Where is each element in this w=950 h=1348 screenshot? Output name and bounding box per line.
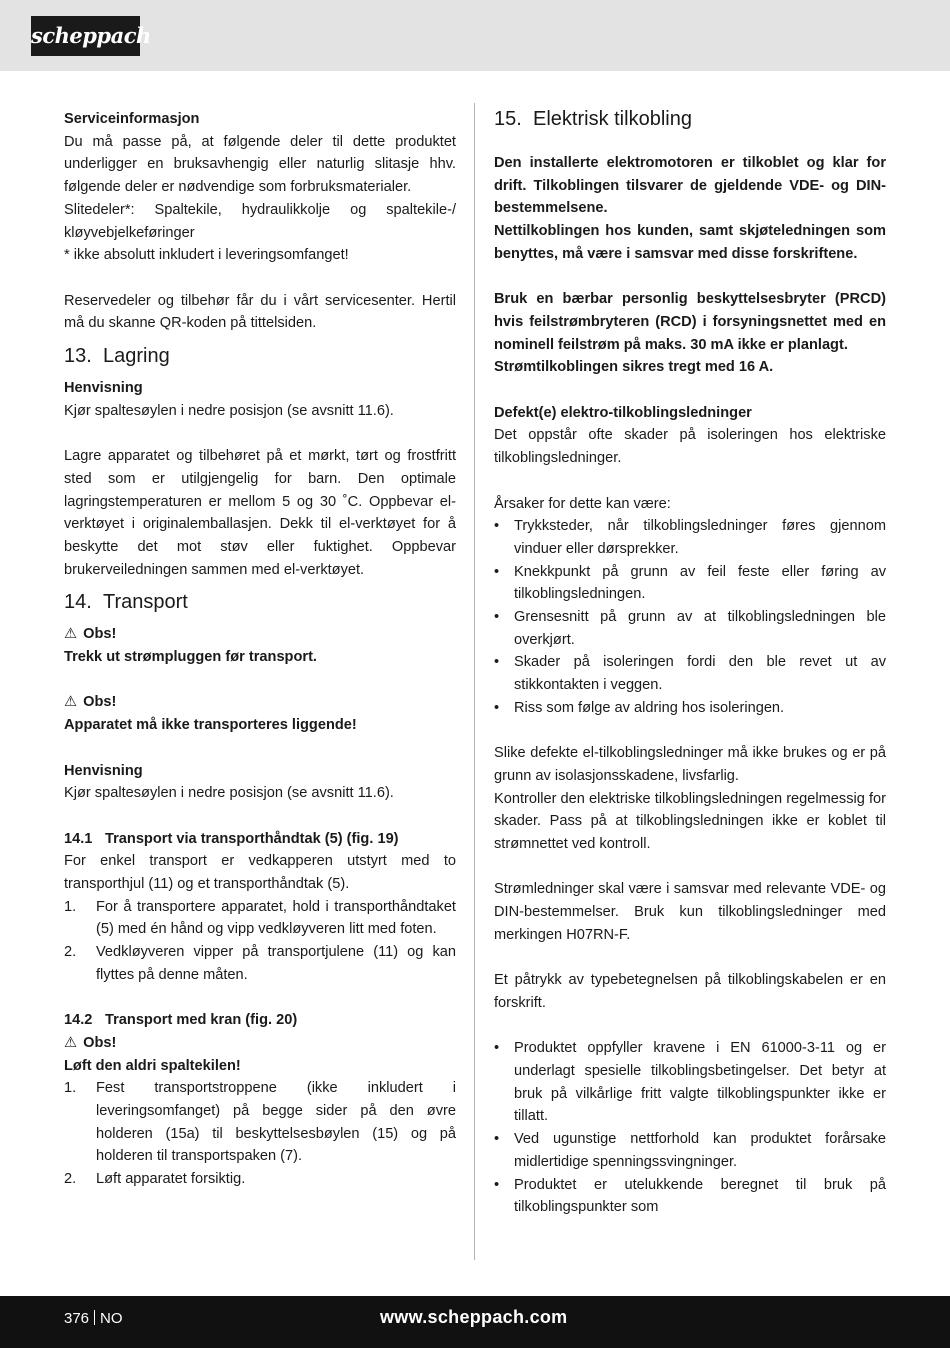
section-number: 15. [494, 108, 522, 130]
footer-separator [94, 1310, 95, 1325]
warning-text: Løft den aldri spaltekilen! [64, 1057, 241, 1074]
list-item: • Riss som følge av aldring hos isoleringen. [494, 699, 785, 716]
section-14-heading [64, 587, 456, 617]
paragraph: Det oppstår ofte skader på isoleringen hos elektriske tilkoblingsledninger. [494, 427, 886, 467]
subsection-14-1-heading: 14.1 Transport via transporthåndtak (5) (fig. 19) [64, 830, 399, 847]
list-item: • Grensesnitt på grunn av at tilkoblingsledningen ble overkjørt. [494, 609, 886, 648]
list-item: • Produktet er utelukkende beregnet til bruk på tilkoblingspunkter som [494, 1176, 886, 1216]
list-item: • Produktet oppfyller kravene i EN 61000-3-11 og er underlagt spesielle tilkoblingsbetingelser. Det betyr at bruk på vilkårlige fritt valgte tilkoblingspunkter ikke er tillatt. [494, 1040, 886, 1125]
spare-parts-text: Reservedeler og tilbehør får du i vårt servicesenter. Hertil må du skanne QR-koden på tittelsiden. [64, 292, 456, 332]
note-text: Kjør spaltesøylen i nedre posisjon (se avsnitt 11.6). [64, 402, 394, 419]
list-item: • Skader på isoleringen fordi den ble revet ut av stikkontakten i veggen. [494, 654, 886, 694]
list-item: 2. Vedkløyveren vipper på transportjulene (11) og kan flyttes på denne måten. [64, 944, 456, 983]
subsection-text: For enkel transport er vedkapperen utstyrt med to transporthjul (11) og et transporthåndtak (5). [64, 853, 456, 893]
list-item: 1. Fest transportstroppene (ikke inkludert i leveringsomfanget) på begge sider på den øvre holderen (15a) til beskyttelsesbøylen (15) og på holderen til transportspaken (7). [64, 1080, 456, 1165]
steps-list [64, 1077, 456, 1191]
section-title: Elektrisk tilkobling [533, 108, 692, 130]
storage-text: Lagre apparatet og tilbehøret på et mørkt, tørt og frostfritt sted som er utilgjengelig for barn. Den optimale lagringstemperaturen er mellom 5 og 30 ˚C. Oppbevar el-verktøyet i originalemballasjen. Dekk til el-verktøyet for å beskytte det mot støv eller fuktighet. Oppbevar brukerveiledningen sammen med el-verktøyet. [64, 448, 456, 578]
warning-label: ⚠ Obs! [64, 694, 117, 711]
warning-triangle-icon: ⚠ [64, 626, 78, 643]
language-code: NO [100, 1310, 123, 1327]
paragraph: Strømledninger skal være i samsvar med relevante VDE- og DIN-bestemmelser. Bruk kun tilkoblingsledninger med merkingen H07RN-F. [494, 881, 886, 943]
section-13-heading [64, 341, 456, 371]
right-column [494, 108, 886, 1219]
paragraph: Den installerte elektromotoren er tilkoblet og klar for drift. Tilkoblingen tilsvarer de gjeldende VDE- og DIN-bestemmelsene. [494, 155, 886, 217]
note-text: Kjør spaltesøylen i nedre posisjon (se avsnitt 11.6). [64, 785, 394, 802]
wear-parts-text: Slitedeler*: Spaltekile, hydraulikkolje og spaltekile-/ kløyvebjelkeføringer [64, 201, 456, 241]
column-divider [474, 103, 475, 1260]
warning-triangle-icon: ⚠ [64, 1034, 78, 1051]
list-item: 2. Løft apparatet forsiktig. [64, 1171, 246, 1188]
paragraph: Et påtrykk av typebetegnelsen på tilkoblingskabelen er en forskrift. [494, 972, 886, 1011]
not-included-note: * ikke absolutt inkludert i leveringsomfanget! [64, 247, 349, 264]
section-number: 13. [64, 345, 92, 368]
paragraph: Slike defekte el-tilkoblingsledninger må ikke brukes og er på grunn av isolasjonsskadene, livsfarlig. [494, 745, 886, 784]
warning-label: ⚠ Obs! [64, 1034, 117, 1051]
brand-logo: scheppach [31, 16, 140, 56]
footer-bar [0, 1296, 950, 1348]
list-item: • Ved ugunstige nettforhold kan produktet forårsake midlertidige spenningssvingninger. [494, 1131, 886, 1170]
paragraph: Strømtilkoblingen sikres tregt med 16 A. [494, 359, 774, 376]
section-15-heading [494, 104, 886, 134]
warning-label: ⚠ Obs! [64, 626, 117, 643]
paragraph: Bruk en bærbar personlig beskyttelsesbryter (PRCD) hvis feilstrømbryteren (RCD) i forsyningsnettet med en nominell feilstrøm på maks. 30 mA ikke er planlagt. [494, 291, 886, 353]
service-heading: Serviceinformasjon [64, 111, 200, 127]
note-heading: Henvisning [64, 380, 143, 397]
warning-text: Apparatet må ikke transporteres liggende! [64, 717, 357, 734]
left-column [64, 108, 456, 1191]
page-indicator [64, 1310, 123, 1327]
warning-text: Trekk ut strømpluggen før transport. [64, 649, 317, 666]
section-number: 14. [64, 591, 92, 614]
list-item: • Knekkpunkt på grunn av feil feste eller føring av tilkoblingsledningen. [494, 563, 886, 603]
page-number: 376 [64, 1310, 90, 1327]
header-bar [0, 0, 950, 71]
website-link[interactable]: www.scheppach.com [380, 1307, 568, 1327]
list-item: • Trykksteder, når tilkoblingsledninger føres gjennom vinduer eller dørsprekker. [494, 518, 886, 557]
paragraph: Nettilkoblingen hos kunden, samt skjøteledningen som benyttes, må være i samsvar med disse forskriftene. [494, 223, 886, 262]
note-heading: Henvisning [64, 762, 143, 779]
paragraph: Kontroller den elektriske tilkoblingsledningen regelmessig for skader. Pass på at tilkoblingsledningen ikke er koblet til strømnettet ved kontroll. [494, 790, 886, 853]
service-text: Du må passe på, at følgende deler til dette produktet underligger en bruksavhengig eller naturlig slitasje hhv. følgende deler er nødvendige som forbruksmaterialer. [64, 133, 456, 196]
steps-list [64, 896, 456, 987]
subsection-14-2-heading: 14.2 Transport med kran (fig. 20) [64, 1012, 298, 1029]
warning-triangle-icon: ⚠ [64, 694, 78, 711]
section-title: Transport [103, 591, 188, 614]
causes-list [494, 515, 886, 719]
notes-list [494, 1037, 886, 1219]
defect-heading: Defekt(e) elektro-tilkoblingsledninger [494, 404, 752, 421]
section-title: Lagring [103, 345, 170, 368]
causes-intro: Årsaker for dette kan være: [494, 495, 671, 512]
list-item: 1. For å transportere apparatet, hold i transporthåndtaket (5) med én hånd og vipp vedkløyveren litt med foten. [64, 898, 456, 938]
